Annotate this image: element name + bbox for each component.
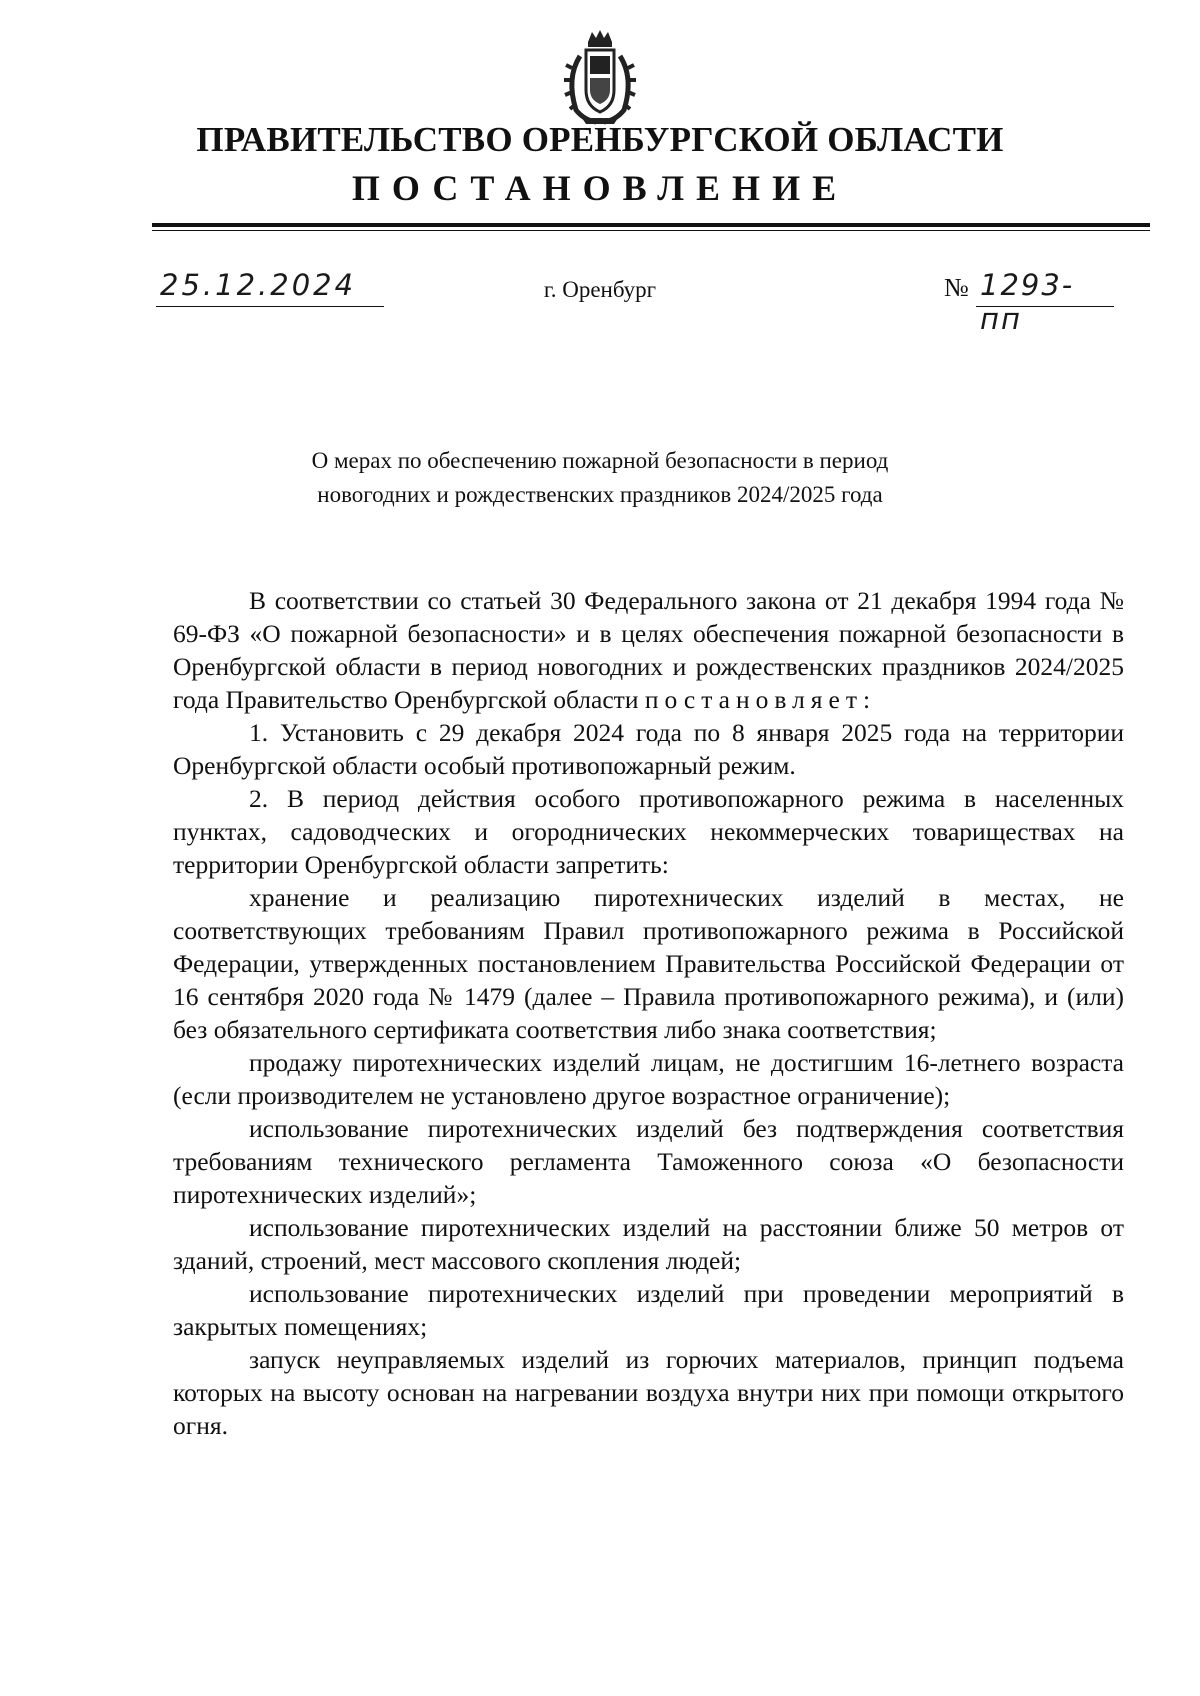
intro-paragraph (173, 584, 1124, 716)
header-rule-thick (152, 223, 1150, 227)
decrees-word: постановляет: (644, 685, 877, 714)
paragraph: использование пиротехнических изделий при проведении мероприятий в закрытых помещениях; (173, 1279, 1124, 1341)
document-type: ПОСТАНОВЛЕНИЕ (351, 168, 849, 208)
paragraph: запуск неуправляемых изделий из горючих материалов, принцип подъема которых на высоту основан на нагревании воздуха внутри них при помощи открытого огня. (173, 1345, 1124, 1440)
title-line-2: новогодних и рождественских праздников 2024/2025 года (317, 482, 883, 507)
paragraph: 2. В период действия особого противопожарного режима в населенных пунктах, садоводческих и огороднических некоммерческих товариществах на территории Оренбургской области запретить: (173, 784, 1124, 879)
paragraph: 1. Установить с 29 декабря 2024 года по 8 января 2025 года на территории Оренбургской области особый противопожарный режим. (173, 718, 1124, 780)
handwritten-date: 25.12.2024 (160, 268, 357, 302)
issuing-authority: ПРАВИТЕЛЬСТВО ОРЕНБУРГСКОЙ ОБЛАСТИ (196, 120, 1004, 159)
paragraph: использование пиротехнических изделий на расстоянии ближе 50 метров от зданий, строений, мест массового скопления людей; (173, 1213, 1124, 1275)
intro-text: В соответствии со статьей 30 Федерального закона от 21 декабря 1994 года № 69-ФЗ «О пожарной безопасности» и в целях обеспечения пожарной безопасности в Оренбургской области в период новогодних и рождественских праздников 2024/2025 года Правительство Оренбургской области (173, 586, 1124, 714)
paragraph: продажу пиротехнических изделий лицам, не достигшим 16-летнего возраста (если производителем не установлено другое возрастное ограничение); (173, 1048, 1124, 1110)
number-sign: № (944, 273, 969, 302)
coat-of-arms-icon (560, 28, 640, 126)
handwritten-number: 1293-пп (980, 268, 1075, 336)
paragraph: хранение и реализацию пиротехнических изделий в местах, не соответствующих требованиям Правил противопожарного режима в Российской Федерации, утвержденных постановлением Правительства Российской Федерации от 16 сентября 2020 года № 1479 (далее – Правила противопожарного режима), и (или) без обязательного сертификата соответствия либо знака соответствия; (173, 883, 1124, 1044)
document-body (173, 584, 1124, 1442)
header-rule-thin (152, 230, 1150, 231)
number-field (976, 266, 1114, 336)
document-title (200, 444, 1000, 512)
title-line-1: О мерах по обеспечению пожарной безопасности в период (311, 448, 889, 473)
paragraph: использование пиротехнических изделий без подтверждения соответствия требованиям технического регламента Таможенного союза «О безопасности пиротехнических изделий»; (173, 1114, 1124, 1209)
city: г. Оренбург (543, 277, 657, 302)
